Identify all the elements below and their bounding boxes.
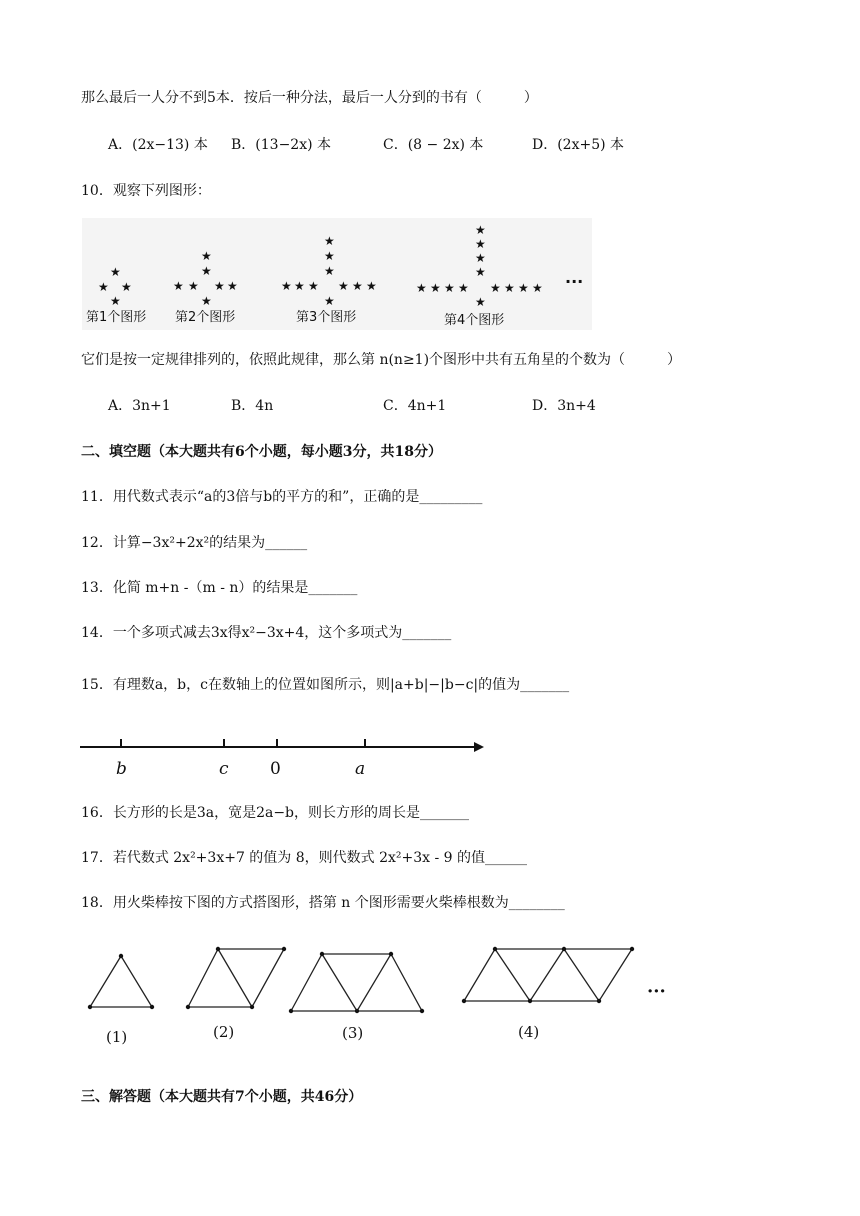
star-icon: ★ bbox=[430, 281, 441, 295]
label-b: b bbox=[116, 759, 127, 779]
figure-caption-3: (3) bbox=[342, 1024, 364, 1042]
figure-caption-1: (1) bbox=[106, 1028, 128, 1046]
figure-4-diag-3 bbox=[564, 949, 599, 1001]
figure-ellipsis: ··· bbox=[565, 272, 584, 291]
q9-option-a: A．(2x−13) 本 bbox=[108, 137, 208, 153]
star-icon: ★ bbox=[324, 294, 335, 308]
figure-3-outline bbox=[291, 954, 422, 1011]
q9-option-b: B．(13−2x) 本 bbox=[231, 137, 332, 153]
star-icon: ★ bbox=[281, 279, 292, 293]
star-icon: ★ bbox=[98, 280, 109, 294]
star-icon: ★ bbox=[201, 249, 212, 263]
star-icon: ★ bbox=[294, 279, 305, 293]
star-icon: ★ bbox=[444, 281, 455, 295]
figure-caption-4: (4) bbox=[518, 1023, 540, 1041]
figure-4-diag-2 bbox=[530, 949, 564, 1001]
star-icon: ★ bbox=[458, 281, 469, 295]
star-icon: ★ bbox=[121, 280, 132, 294]
q17-text: 17．若代数式 2x²+3x+7 的值为 8，则代数式 2x²+3x - 9 的值______ bbox=[81, 850, 528, 866]
star-icon: ★ bbox=[324, 249, 335, 263]
figure-ellipsis: ··· bbox=[647, 981, 666, 1002]
star-icon: ★ bbox=[475, 295, 486, 309]
q10-option-a: A．3n+1 bbox=[108, 398, 171, 414]
star-icon: ★ bbox=[475, 237, 486, 251]
star-icon: ★ bbox=[110, 265, 121, 279]
q10-star-figures bbox=[82, 218, 592, 330]
q9-option-c: C．(8 − 2x) 本 bbox=[383, 137, 484, 153]
star-icon: ★ bbox=[475, 265, 486, 279]
star-icon: ★ bbox=[518, 281, 529, 295]
q14-text: 14．一个多项式减去3x得x²−3x+4，这个多项式为_______ bbox=[81, 625, 452, 641]
figure-4-outline bbox=[464, 949, 632, 1001]
q9-option-d: D．(2x+5) 本 bbox=[532, 137, 625, 153]
star-icon: ★ bbox=[366, 279, 377, 293]
star-icon: ★ bbox=[504, 281, 515, 295]
star-icon: ★ bbox=[214, 279, 225, 293]
figure-caption-2: 第2个图形 bbox=[175, 310, 236, 325]
label-c: c bbox=[219, 759, 229, 779]
star-icon: ★ bbox=[475, 223, 486, 237]
q9-text: 那么最后一人分不到5本．按后一种分法，最后一人分到的书有（ ） bbox=[81, 90, 538, 106]
axis-arrow bbox=[474, 742, 484, 752]
star-icon: ★ bbox=[416, 281, 427, 295]
star-icon: ★ bbox=[201, 264, 212, 278]
section-2-heading: 二、填空题（本大题共有6个小题，每小题3分，共18分） bbox=[81, 444, 442, 460]
q10-text: 它们是按一定规律排列的，依照此规律，那么第 n(n≥1)个图形中共有五角星的个数为（ ） bbox=[81, 352, 682, 368]
figure-2-diagonal bbox=[218, 949, 252, 1007]
q10-title: 10．观察下列图形： bbox=[81, 183, 211, 199]
label-a: a bbox=[355, 759, 366, 779]
q13-text: 13．化简 m+n -（m - n）的结果是_______ bbox=[81, 580, 358, 596]
q10-option-b: B．4n bbox=[231, 398, 274, 414]
q11-text: 11．用代数式表示“a的3倍与b的平方的和”，正确的是_________ bbox=[81, 489, 483, 505]
star-icon: ★ bbox=[324, 264, 335, 278]
star-icon: ★ bbox=[475, 251, 486, 265]
star-icon: ★ bbox=[188, 279, 199, 293]
figure-3-diag-2 bbox=[357, 954, 391, 1011]
star-icon: ★ bbox=[227, 279, 238, 293]
figure-caption-3: 第3个图形 bbox=[296, 310, 357, 325]
label-0: 0 bbox=[270, 759, 281, 779]
star-icon: ★ bbox=[324, 234, 335, 248]
star-icon: ★ bbox=[532, 281, 543, 295]
star-icon: ★ bbox=[338, 279, 349, 293]
q12-text: 12．计算−3x²+2x²的结果为______ bbox=[81, 535, 308, 551]
figure-caption-1: 第1个图形 bbox=[86, 310, 147, 325]
q10-option-d: D．3n+4 bbox=[532, 398, 596, 414]
section-3-heading: 三、解答题（本大题共有7个小题，共46分） bbox=[81, 1089, 363, 1105]
matchstick-lines bbox=[90, 949, 632, 1011]
star-icon: ★ bbox=[173, 279, 184, 293]
star-icon: ★ bbox=[490, 281, 501, 295]
figure-caption-2: (2) bbox=[213, 1023, 235, 1041]
figure-2-outline bbox=[188, 949, 284, 1007]
figure-caption-4: 第4个图形 bbox=[444, 313, 505, 328]
star-icon: ★ bbox=[110, 294, 121, 308]
q18-matchstick-figures bbox=[82, 935, 682, 1055]
q15-number-line bbox=[78, 730, 488, 782]
q18-text: 18．用火柴棒按下图的方式搭图形，搭第 n 个图形需要火柴棒根数为________ bbox=[81, 895, 565, 911]
star-icon: ★ bbox=[201, 294, 212, 308]
q16-text: 16．长方形的长是3a，宽是2a−b，则长方形的周长是_______ bbox=[81, 805, 470, 821]
star-icon: ★ bbox=[308, 279, 319, 293]
q10-option-c: C．4n+1 bbox=[383, 398, 447, 414]
star-icon: ★ bbox=[352, 279, 363, 293]
q15-text: 15．有理数a，b，c在数轴上的位置如图所示，则|a+b|−|b−c|的值为_______ bbox=[81, 677, 570, 693]
figure-3-diag-1 bbox=[322, 954, 357, 1011]
figure-4-diag-1 bbox=[495, 949, 530, 1001]
figure-1-triangle bbox=[90, 956, 152, 1007]
